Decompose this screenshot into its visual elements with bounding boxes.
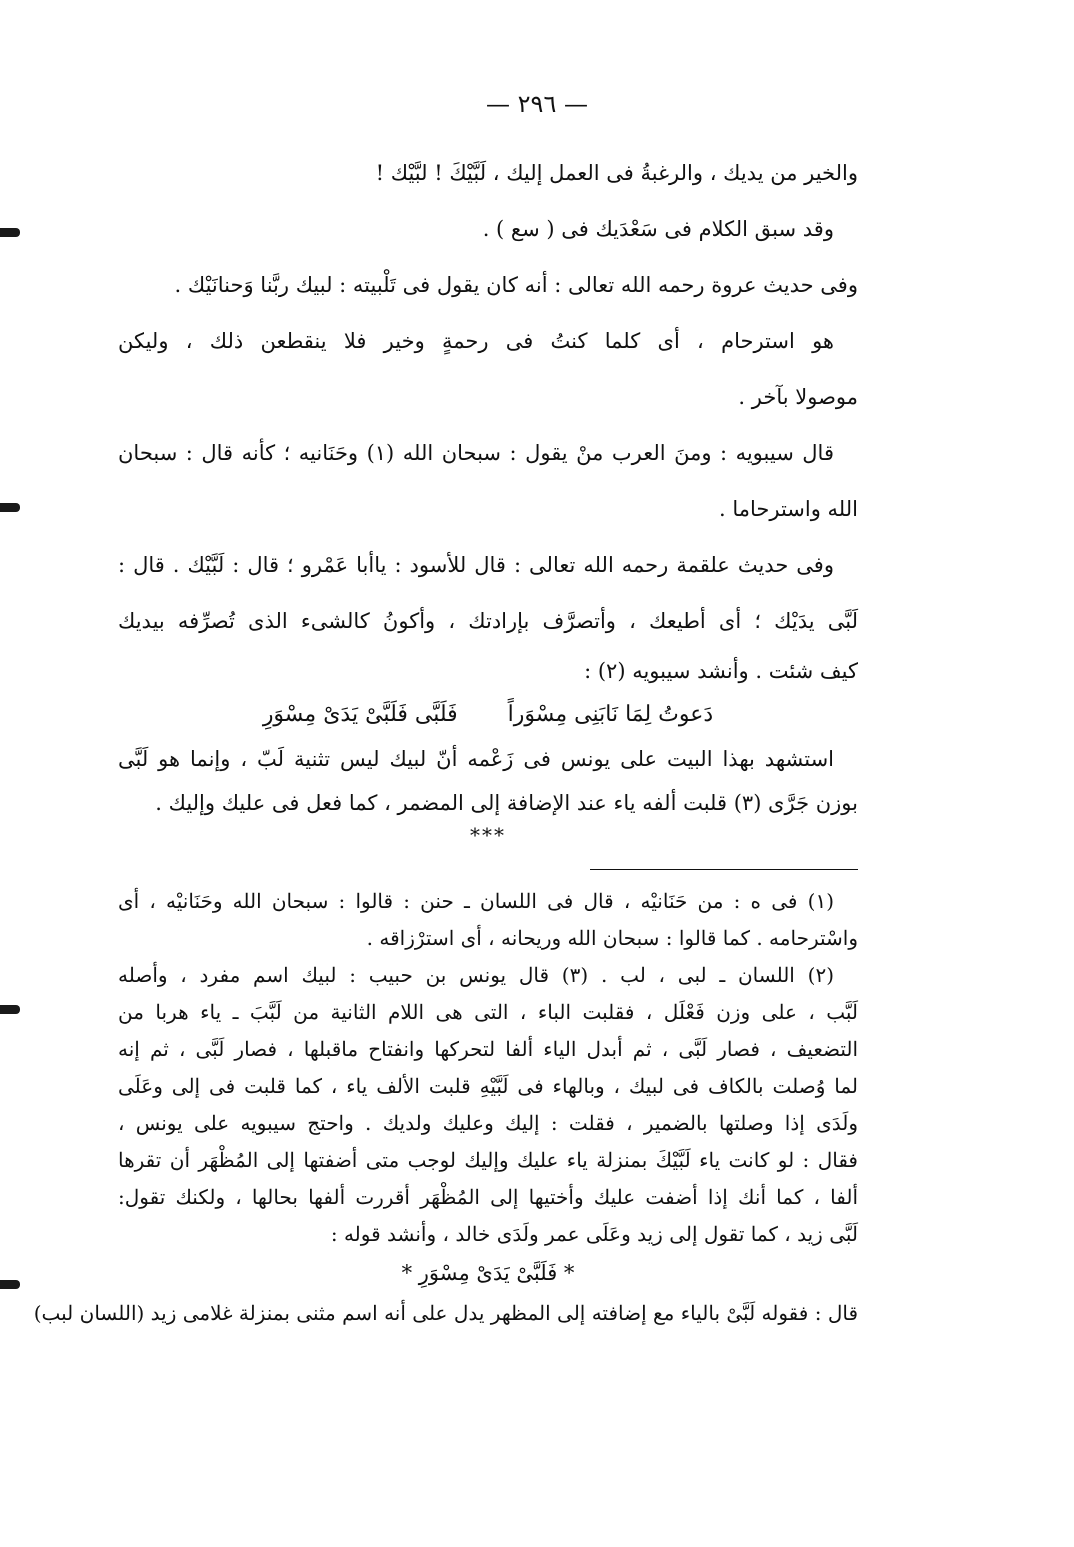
footnote-line: ألفا ، كما أنك إذا أضفت عليك وأختيها إلى المُظْهَر أقررت ألفها بحالها ، ولكنك تقول: — [118, 1184, 858, 1209]
footnote-line: لَبَّب ، على وزن فَعْلَل ، فقلبت الباء ، التى هى اللام الثانية من لَبَّبَ ـ ياء هربا من — [118, 999, 858, 1024]
paragraph-line: كيف شئت . وأنشد سيبويه (٢) : — [584, 658, 858, 683]
paragraph-line: بوزن جَرَّى (٣) قلبت ألفه ياء عند الإضافة إلى المضمر ، كما فعل فى عليك وإليك . — [155, 790, 858, 815]
paragraph-line: وفى حديث علقمة رحمه الله تعالى : قال للأسود : ياأبا عَمْرو ؛ قال : لَبَّيْك . قال : — [118, 552, 834, 577]
section-separator: *** — [470, 823, 506, 847]
paragraph-line: وقد سبق الكلام فى سَعْدَيك فى ( سع ) . — [482, 216, 834, 241]
paragraph-line: وفى حديث عروة رحمه الله تعالى : أنه كان يقول فى تَلْبيته : لبيك ربَّنا وَحنانَيْك . — [174, 272, 858, 297]
paragraph-line: والخير من يديك ، والرغبةُ فى العمل إليك ، لَبَّيْكَ ! لبَّيْك ! — [375, 160, 858, 185]
edge-mark — [0, 1280, 20, 1289]
footnote-line: واسْترحامه . كما قالوا : سبحان الله وريحانه ، أى استرْزاقه . — [366, 925, 858, 950]
footnote-line: فقال : لو كانت ياء لَبَّيْكَ بمنزلة ياء عليك وإليك لوجب متى أضفتها إلى المُظْهَر أن تقرها — [118, 1147, 858, 1172]
page-number: — ٢٩٦ — — [486, 90, 588, 118]
footnote-line: لَبَّى زيد ، كما تقول إلى زيد وعَلَى عمر ولَدَى خالد ، وأنشد قوله : — [330, 1221, 858, 1246]
footnote-verse: * فَلَبَّىْ يَدَىْ مِسْوَرِ * — [401, 1261, 575, 1285]
edge-mark — [0, 503, 20, 512]
paragraph-line: الله واسترحاما . — [719, 496, 858, 521]
main-text — [33, 145, 858, 1331]
footnote-line: لما وُصلت بالكاف فى لبيك ، وبالهاء فى لَبَّيْهِ قلبت الألف ياء ، كما قلبت فى إلى وعَلَى — [118, 1073, 858, 1098]
footnote-rule — [590, 869, 858, 870]
paragraph-line: هو استرحام ، أى كلما كنتُ فى رحمةٍ وخير فلا ينقطعن ذلك ، وليكن — [118, 328, 834, 353]
footnote-line: ولَدَى إذا وصلتها بالضمير ، فقلت : إليك وعليك ولديك . واحتج سيبويه على يونس ، — [118, 1110, 858, 1135]
poetry-verse — [118, 693, 858, 737]
paragraph-line: قال سيبويه : ومنَ العرب منْ يقول : سبحان الله (١) وحَنَانيه ؛ كأنه قال : سبحان — [118, 440, 834, 465]
paragraph-line: لَبَّى يدَيْك ؛ أى أطيعك ، وأتصرَّف بإرادتك ، وأكونُ كالشىء الذى تُصرِّفه بيديك — [118, 608, 858, 633]
footnote-line: (١) فى ه : من حَنَانيْه ، قال فى اللسان ـ حنن : قالوا : سبحان الله وحَنَانيْه ، أى — [118, 888, 834, 913]
footnotes — [33, 882, 858, 1331]
edge-mark — [0, 228, 20, 237]
footnote-line: التضعيف ، فصار لَبَّى ، ثم أبدل الياء ألفا لتحركها وانفتاح ماقبلها ، فصار لَبَّى ، ثم إنه — [118, 1036, 858, 1061]
verse-hemistich-1: دَعوتُ لِمَا نَابَنِى مِسْوَراً — [507, 702, 714, 727]
verse-hemistich-2: فَلَبَّى فَلَبَّىْ يَدَىْ مِسْوَرِ — [262, 702, 458, 727]
edge-mark — [0, 1005, 20, 1014]
footnote-line: قال : فقوله لَبَّىْ بالياء مع إضافته إلى المظهر يدل على أنه اسم مثنى بمنزلة غلامى زيد (اللسان لبب) — [33, 1300, 858, 1325]
paragraph-line: استشهد بهذا البيت على يونس فى زَعْمه أنّ لبيك ليس تثنية لَبّ ، وإنما هو لَبَّى — [118, 746, 834, 771]
footnote-line: (٢) اللسان ـ لبى ، لب . (٣) قال يونس بن حبيب : لبيك اسم مفرد ، وأصله — [118, 962, 834, 987]
paragraph-line: موصولا بآخر . — [738, 384, 858, 409]
